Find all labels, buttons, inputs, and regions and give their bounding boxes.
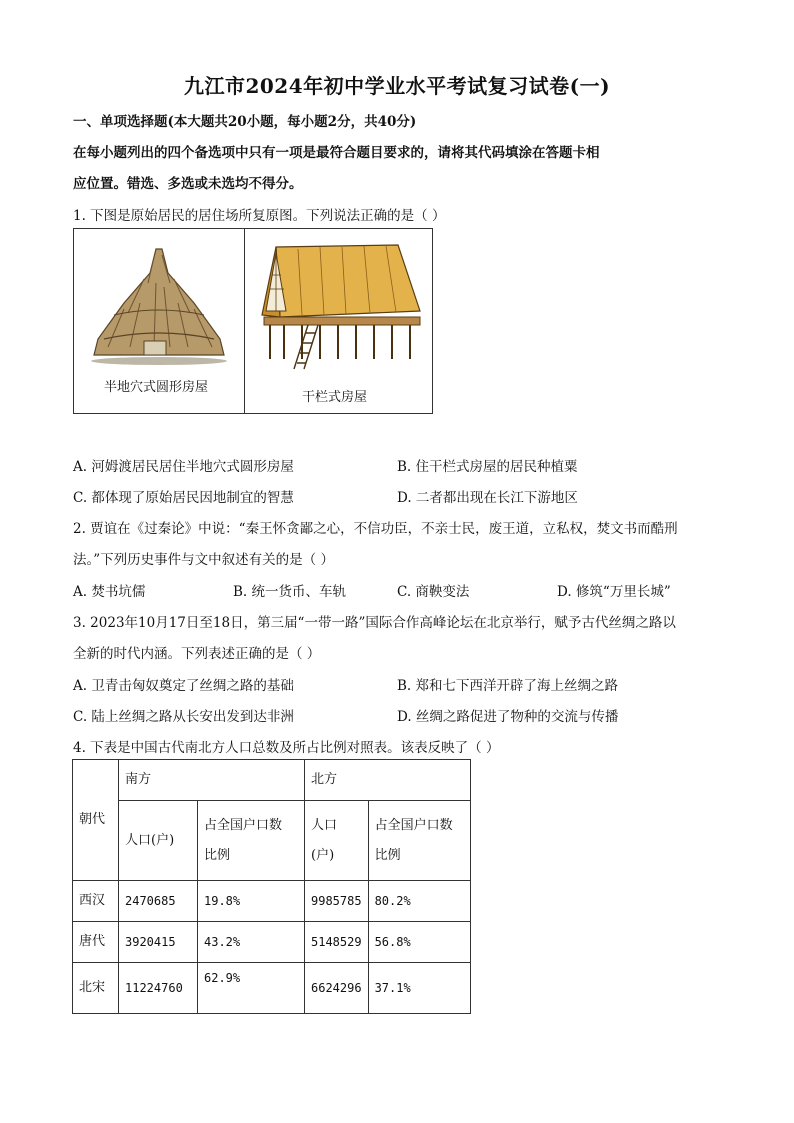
cell-dynasty: 北宋 — [73, 963, 119, 1014]
instruction-line-1: 在每小题列出的四个备选项中只有一项是最符合题目要求的，请将其代码填涂在答题卡相 — [73, 145, 600, 161]
figure-divider — [244, 229, 245, 413]
header-north-pop-line-1: 人口 — [311, 817, 338, 833]
q1-option-c[interactable]: C. 都体现了原始居民因地制宜的智慧 — [73, 490, 294, 506]
q2-option-c[interactable]: C. 商鞅变法 — [397, 584, 470, 600]
q2-option-a[interactable]: A. 焚书坑儒 — [73, 584, 146, 600]
cell-south-pop: 11224760 — [119, 963, 198, 1014]
header-south-ratio-line-2: 比例 — [204, 847, 231, 863]
header-north-ratio-line-2: 比例 — [374, 847, 401, 863]
header-north-ratio — [368, 801, 470, 881]
cell-south-pop: 3920415 — [119, 922, 198, 963]
header-north-pop — [305, 801, 369, 881]
question-4-stem: 4. 下表是中国古代南北方人口总数及所占比例对照表。该表反映了（ ） — [73, 740, 500, 756]
header-north-pop-line-2: (户) — [311, 847, 335, 863]
cell-north-pop: 5148529 — [305, 922, 369, 963]
q1-option-a[interactable]: A. 河姆渡居民居住半地穴式圆形房屋 — [73, 459, 294, 475]
section-heading: 一、单项选择题(本大题共20小题，每小题2分，共40分) — [73, 114, 417, 130]
cell-dynasty: 唐代 — [73, 922, 119, 963]
exam-title: 九江市2024年初中学业水平考试复习试卷(一) — [183, 74, 611, 98]
cell-north-pop: 6624296 — [305, 963, 369, 1014]
question-2-stem-line-2: 法。”下列历史事件与文中叙述有关的是（ ） — [73, 552, 334, 568]
figure-right-caption: 干栏式房屋 — [302, 390, 368, 405]
cell-north-ratio: 56.8% — [368, 922, 470, 963]
header-north: 北方 — [305, 760, 471, 801]
question-3-stem-line-2: 全新的时代内涵。下列表述正确的是（ ） — [73, 646, 321, 662]
q3-option-d[interactable]: D. 丝绸之路促进了物种的交流与传播 — [397, 709, 619, 725]
table-row — [73, 963, 471, 1014]
figure-left-caption: 半地穴式圆形房屋 — [104, 380, 209, 395]
stilt-house-illustration — [258, 241, 424, 371]
q3-option-c[interactable]: C. 陆上丝绸之路从长安出发到达非洲 — [73, 709, 294, 725]
cell-north-pop: 9985785 — [305, 881, 369, 922]
header-south-ratio — [198, 801, 305, 881]
header-north-ratio-line-1: 占全国户口数 — [374, 817, 453, 833]
q2-option-b[interactable]: B. 统一货币、车轨 — [233, 584, 347, 600]
cell-south-pop: 2470685 — [119, 881, 198, 922]
question-2-stem-line-1: 2. 贾谊在《过秦论》中说：“秦王怀贪鄙之心，不信功臣，不亲士民，废王道，立私权，焚文书而酷刑 — [73, 521, 678, 537]
table-subheader-row — [73, 801, 471, 881]
cell-north-ratio: 37.1% — [368, 963, 470, 1014]
table-row — [73, 922, 471, 963]
population-table — [72, 759, 471, 1014]
q3-option-a[interactable]: A. 卫青击匈奴奠定了丝绸之路的基础 — [73, 678, 294, 694]
q1-option-d[interactable]: D. 二者都出现在长江下游地区 — [397, 490, 578, 506]
table-row — [73, 881, 471, 922]
cell-north-ratio: 80.2% — [368, 881, 470, 922]
round-house-illustration — [84, 243, 234, 367]
cell-south-ratio: 62.9% — [198, 963, 305, 1014]
header-south: 南方 — [119, 760, 305, 801]
instruction-line-2: 应位置。错选、多选或未选均不得分。 — [73, 176, 303, 192]
question-1-figure — [73, 228, 433, 414]
header-dynasty: 朝代 — [73, 760, 119, 881]
q1-option-b[interactable]: B. 住干栏式房屋的居民种植粟 — [397, 459, 578, 475]
cell-dynasty: 西汉 — [73, 881, 119, 922]
q2-option-d[interactable]: D. 修筑“万里长城” — [557, 584, 671, 600]
q3-option-b[interactable]: B. 郑和七下西洋开辟了海上丝绸之路 — [397, 678, 619, 694]
header-south-ratio-line-1: 占全国户口数 — [204, 817, 283, 833]
question-1-stem: 1. 下图是原始居民的居住场所复原图。下列说法正确的是（ ） — [73, 208, 446, 224]
cell-south-ratio: 19.8% — [198, 881, 305, 922]
header-south-pop: 人口(户) — [119, 801, 198, 881]
cell-south-ratio: 43.2% — [198, 922, 305, 963]
question-3-stem-line-1: 3. 2023年10月17日至18日，第三届“一带一路”国际合作高峰论坛在北京举行，赋予古代丝绸之路以 — [73, 615, 676, 631]
table-header-row — [73, 760, 471, 801]
